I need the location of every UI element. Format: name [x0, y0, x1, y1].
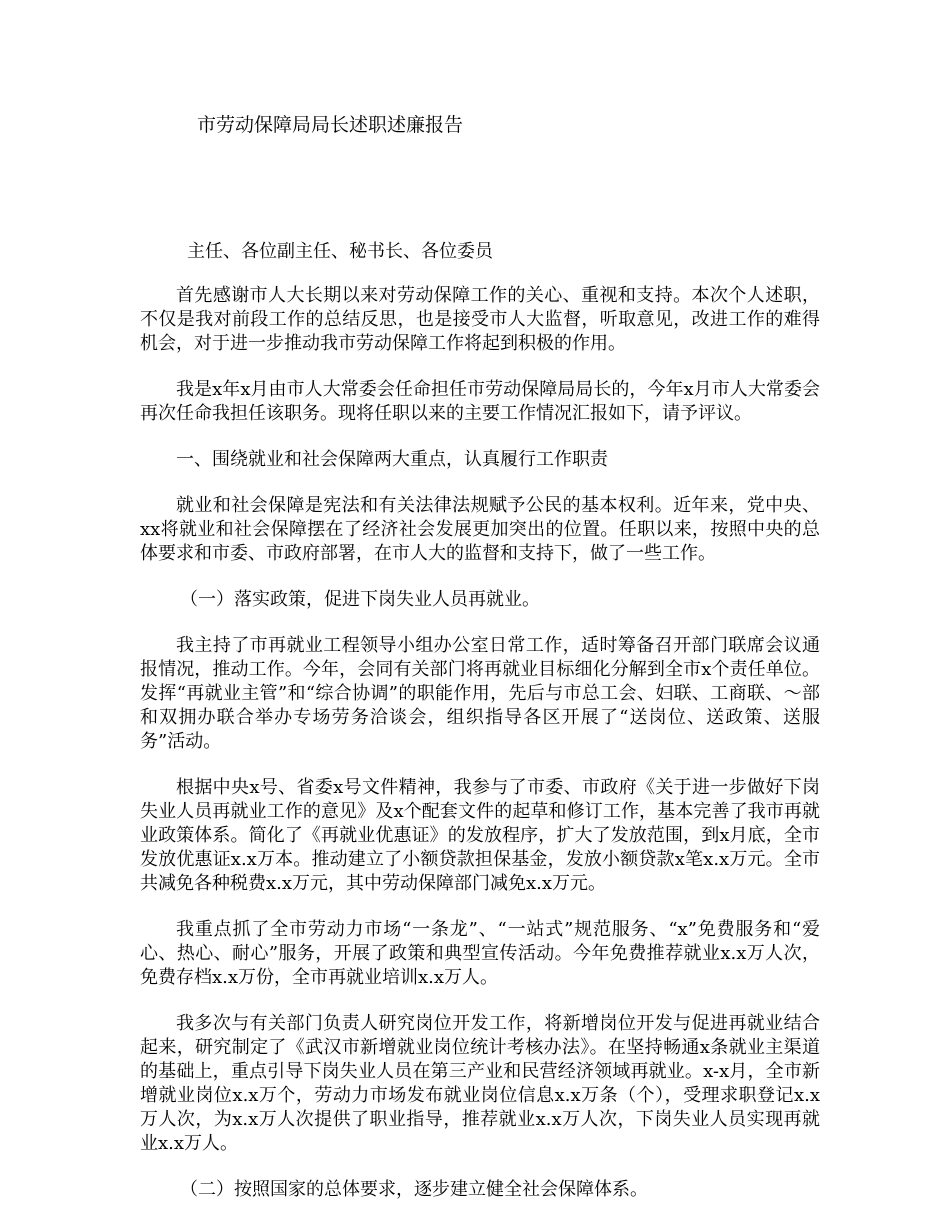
body-paragraph: 我主持了市再就业工程领导小组办公室日常工作，适时筹备召开部门联席会议通报情况，推动工作。今年，会同有关部门将再就业目标细化分解到全市x个责任单位。发挥“再就业主管”和“综合协调”的职能作用，先后与市总工会、妇联、工商联、～部和双拥办联合举办专场劳务洽谈会，组织指导各区开展了“送岗位、送政策、送服务”活动。	[140, 635, 820, 752]
subsection-heading: （二）按照国家的总体要求，逐步建立健全社会保障体系。	[180, 1179, 648, 1200]
document-body	[140, 284, 820, 1224]
section-heading: 一、围绕就业和社会保障两大重点，认真履行工作职责	[176, 449, 608, 470]
subsection-heading: （一）落实政策，促进下岗失业人员再就业。	[180, 589, 540, 610]
body-paragraph: 根据中央x号、省委x号文件精神，我参与了市委、市政府《关于进一步做好下岗失业人员再就业工作的意见》及x个配套文件的起草和修订工作，基本完善了我市再就业政策体系。简化了《再就业优惠证》的发放程序，扩大了发放范围，到x月底，全市发放优惠证x.x万本。推动建立了小额贷款担保基金，发放小额贷款x笔x.x万元。全市共减免各种税费x.x万元，其中劳动保障部门减免x.x万元。	[140, 777, 820, 894]
body-paragraph: 首先感谢市人大长期以来对劳动保障工作的关心、重视和支持。本次个人述职，不仅是我对前段工作的总结反思，也是接受市人大监督，听取意见，改进工作的难得机会，对于进一步推动我市劳动保障工作将起到积极的作用。	[140, 285, 820, 354]
body-paragraph: 我重点抓了全市劳动力市场“一条龙”、“一站式”规范服务、“x”免费服务和“爱心、热心、耐心”服务，开展了政策和典型宣传活动。今年免费推荐就业x.x万人次，免费存档x.x万份，全市再就业培训x.x万人。	[140, 919, 820, 988]
body-paragraph: 就业和社会保障是宪法和有关法律法规赋予公民的基本权利。近年来，党中央、xx将就业和社会保障摆在了经济社会发展更加突出的位置。任职以来，按照中央的总体要求和市委、市政府部署，在市人大的监督和支持下，做了一些工作。	[140, 495, 820, 564]
body-paragraph: 我是x年x月由市人大常委会任命担任市劳动保障局局长的，今年x月市人大常委会再次任命我担任该职务。现将任职以来的主要工作情况汇报如下，请予评议。	[140, 379, 820, 424]
salutation: 主任、各位副主任、秘书长、各位委员	[187, 241, 493, 262]
document-title: 市劳动保障局局长述职述廉报告	[197, 114, 464, 136]
body-paragraph: 我多次与有关部门负责人研究岗位开发工作，将新增岗位开发与促进再就业结合起来，研究制定了《武汉市新增就业岗位统计考核办法》。在坚持畅通x条就业主渠道的基础上，重点引导下岗失业人员在第三产业和民营经济领域再就业。x-x月，全市新增就业岗位x.x万个，劳动力市场发布就业岗位信息x.x万条（个），受理求职登记x.x万人次，为x.x万人次提供了职业指导，推荐就业x.x万人次，下岗失业人员实现再就业x.x万人。	[140, 1013, 820, 1154]
